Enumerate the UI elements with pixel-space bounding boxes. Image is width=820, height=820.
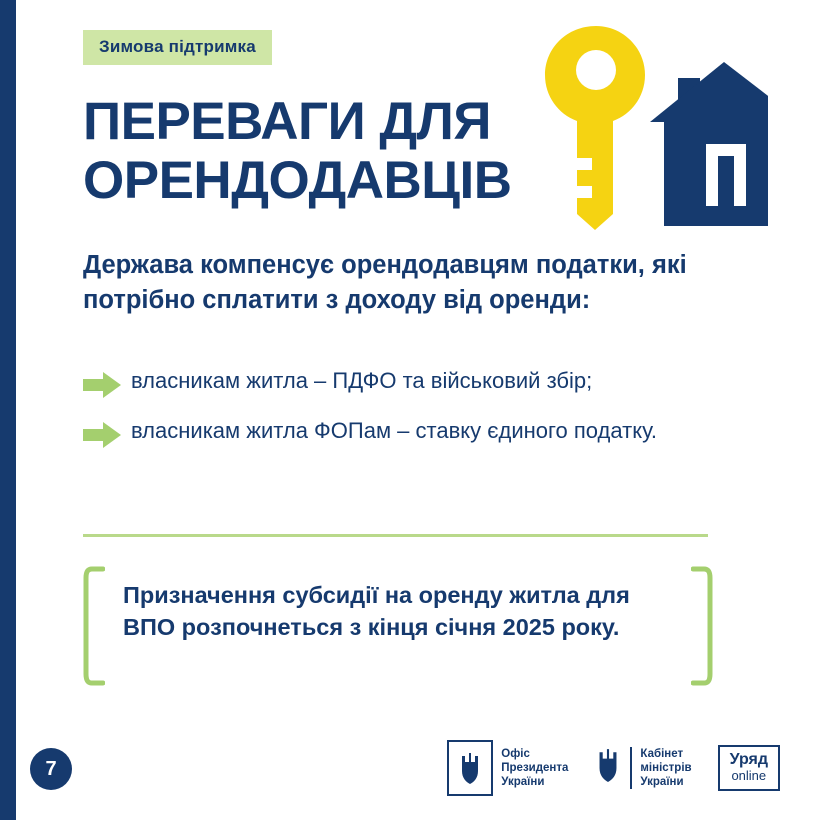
logo-line-3: України (640, 776, 684, 788)
bullet-list (83, 366, 723, 466)
logo-divider (630, 747, 632, 789)
callout-box (83, 566, 713, 686)
bracket-right-icon (691, 566, 713, 686)
section-divider (83, 534, 708, 537)
logo-cabinet-of-ministers-text (640, 747, 691, 789)
bracket-left-icon (83, 566, 105, 686)
logo-office-of-president (447, 740, 568, 796)
logo-line-1: Кабінет (640, 747, 684, 760)
key-and-house-illustration (518, 18, 768, 238)
logo-row (447, 740, 780, 796)
logo-line-1: Офіс (501, 747, 530, 760)
page-number-badge: 7 (30, 748, 72, 790)
list-item-label: власникам житла ФОПам – ставку єдиного податку. (131, 418, 658, 443)
house-icon (650, 62, 768, 226)
arrow-right-icon (83, 422, 121, 448)
page-title: ПЕРЕВАГИ ДЛЯ ОРЕНДОДАВЦІВ (83, 92, 512, 211)
list-item-label: власникам житла – ПДФО та військовий збір; (131, 368, 593, 393)
lead-paragraph: Держава компенсує орендодавцям податки, які потрібно сплатити з доходу від оренди: (83, 251, 687, 314)
logo-line-2: міністрів (640, 761, 692, 774)
logo-uryad-bottom: online (731, 768, 767, 784)
list-item (83, 366, 723, 398)
logo-uryad-online (718, 745, 780, 790)
logo-line-3: України (501, 776, 545, 788)
arrow-right-icon (83, 372, 121, 398)
trident-icon (594, 747, 622, 788)
badge-label: Зимова підтримка (83, 30, 272, 65)
left-accent-rail (0, 0, 16, 820)
logo-cabinet-of-ministers (594, 747, 691, 789)
logo-office-of-president-text (501, 747, 568, 789)
trident-icon (447, 740, 493, 796)
logo-line-2: Президента (501, 761, 569, 774)
logo-uryad-top: Уряд (729, 751, 768, 769)
key-icon (545, 26, 645, 230)
callout-text: Призначення субсидії на оренду житла для ВПО розпочнеться з кінця січня 2025 року. (123, 582, 630, 640)
list-item (83, 416, 723, 448)
